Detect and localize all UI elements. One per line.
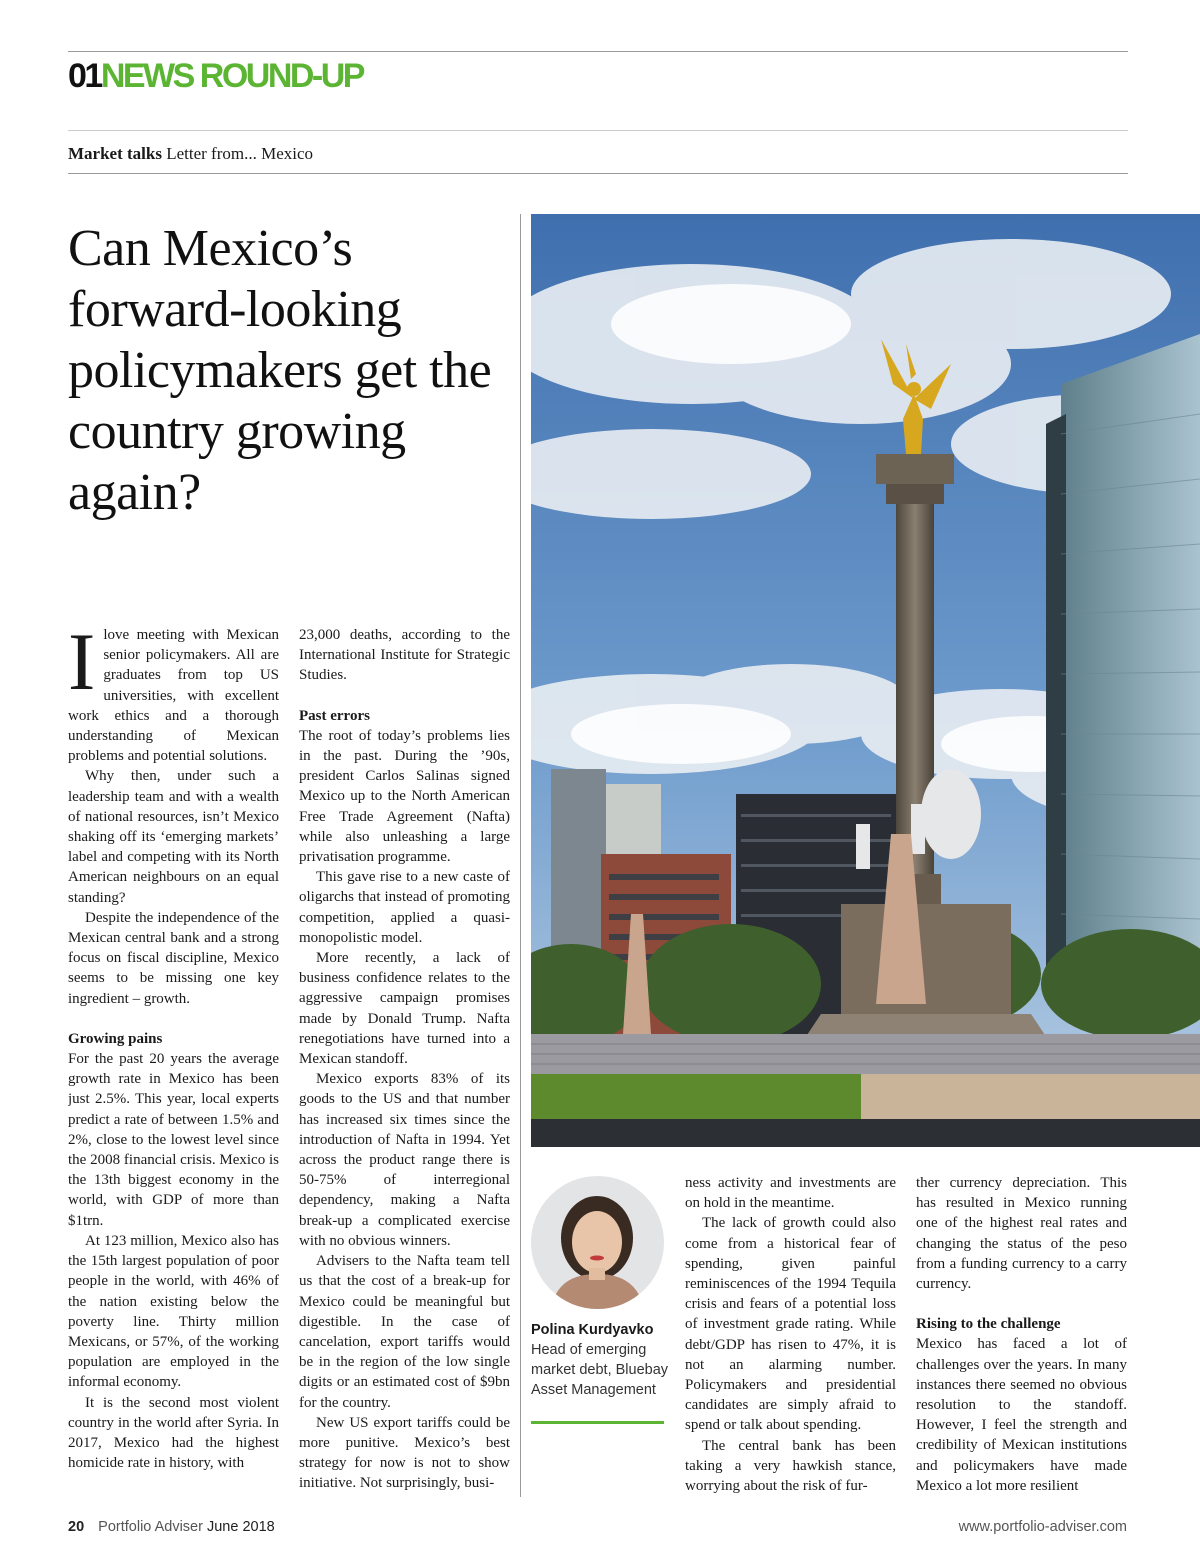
paragraph: Mexico exports 83% of its goods to the US and that number has increased six times since the introduction of Nafta in 1994. Yet across the product range there is 50-75% of interregional dependency, making a Nafta break-up a complicated exercise with no obvious winners. bbox=[299, 1071, 510, 1249]
paragraph: Why then, under such a leadership team and with a wealth of national resources, isn’t Mexico shaking off its ‘emerging markets’ label and competing with its North American neighbours on an equal standing? bbox=[68, 768, 279, 906]
paragraph: At 123 million, Mexico also has the 15th largest population of poor people in the world, with 46% of the nation existing below the poverty line. Thirty million Mexicans, or 57%, of the working population are employed in the informal economy. bbox=[68, 1232, 279, 1391]
page-number: 20 bbox=[68, 1519, 85, 1535]
kicker-label: Market talks bbox=[68, 144, 162, 163]
paragraph: Despite the independence of the Mexican central bank and a strong focus on fiscal discipline, Mexico seems to be missing one key ingredient – growth. bbox=[68, 909, 279, 1007]
top-rule bbox=[68, 51, 1128, 52]
paragraph: The lack of growth could also come from a historical fear of spending, given painful reminiscences of the 1994 Tequila crisis and fears of a potential loss of investment grade rating. While debt/GDP has risen to 47%, it is not an alarming number. Policymakers and presidential candidates are simply afraid to spend or talk about spending. bbox=[685, 1215, 896, 1434]
paragraph: 23,000 deaths, according to the International Institute for Strategic Studies. bbox=[299, 627, 510, 684]
section-number: 01 bbox=[68, 57, 101, 95]
author-portrait bbox=[531, 1176, 664, 1309]
subheading: Past errors bbox=[299, 707, 370, 724]
section-title: NEWS ROUND-UP bbox=[100, 57, 363, 95]
paragraph: Advisers to the Nafta team tell us that the cost of a break-up for Mexico could be meaningful but digestible. In the case of cancelation, export tariffs would be in the region of the low single digits or an estimated cost of $9bn for the country. bbox=[299, 1253, 510, 1411]
paragraph: This gave rise to a new caste of oligarchs that instead of promoting competition, applied a quasi-monopolistic model. bbox=[299, 869, 510, 946]
subheading: Growing pains bbox=[68, 1030, 163, 1047]
paragraph: The root of today’s problems lies in the past. During the ’90s, president Carlos Salinas signed Mexico up to the North American Free Trade Agreement (Nafta) while also unleashing a large privatisation programme. bbox=[299, 727, 510, 866]
paragraph: It is the second most violent country in the world after Syria. In 2017, Mexico had the highest homicide rate in history, with bbox=[68, 1394, 279, 1472]
section-header bbox=[68, 56, 363, 96]
paragraph: ther currency depreciation. This has resulted in Mexico running one of the highest real rates and changing the status of the peso from a funding currency to a carry currency. bbox=[916, 1175, 1127, 1293]
headline: Can Mexico’s forward-looking policymakers get the country growing again? bbox=[68, 220, 492, 521]
paragraph: The central bank has been taking a very hawkish stance, worrying about the risk of fur- bbox=[685, 1437, 896, 1495]
article-column-3 bbox=[685, 1173, 896, 1497]
author-accent-rule bbox=[531, 1421, 664, 1424]
publication-name: Portfolio Adviser bbox=[98, 1519, 203, 1535]
paragraph: New US export tariffs could be more punitive. Mexico’s best strategy for now is not to show initiative. Not surprisingly, busi- bbox=[299, 1414, 510, 1492]
author-name: Polina Kurdyavko bbox=[531, 1322, 654, 1338]
paragraph: ness activity and investments are on hold in the meantime. bbox=[685, 1175, 896, 1212]
column-divider bbox=[520, 214, 521, 1497]
article-column-2 bbox=[299, 625, 510, 1497]
paragraph: For the past 20 years the average growth rate in Mexico has been just 2.5%. This year, local experts predict a rate of between 1.5% and 2%, close to the lowest level since the 2008 financial crisis. Mexico is the 13th biggest economy in the world, with GDP of more than $1trn. bbox=[68, 1051, 279, 1229]
issue-date: June 2018 bbox=[206, 1519, 275, 1535]
footer-left bbox=[68, 1517, 275, 1537]
paragraph: More recently, a lack of business confidence relates to the aggressive campaign promises made by Donald Trump. Nafta renegotiations have turned into a Mexican standoff. bbox=[299, 950, 510, 1068]
kicker-subtitle: Letter from... Mexico bbox=[166, 144, 314, 163]
subheading: Rising to the challenge bbox=[916, 1316, 1061, 1333]
drop-cap: I bbox=[68, 625, 96, 707]
article-column-1 bbox=[68, 625, 279, 1497]
kicker-rule bbox=[68, 173, 1128, 174]
section-rule bbox=[68, 130, 1128, 131]
angel-of-independence-photo bbox=[531, 214, 1200, 1147]
article-column-4 bbox=[916, 1173, 1127, 1497]
kicker bbox=[68, 143, 313, 165]
website-link[interactable]: www.portfolio-adviser.com bbox=[958, 1519, 1127, 1535]
paragraph: love meeting with Mexican senior policymakers. All are graduates from top US universities, with excellent work ethics and a thorough understanding of Mexican problems and potential solutions. bbox=[68, 627, 279, 765]
author-title: Head of emerging market debt, Bluebay Asset Management bbox=[531, 1342, 669, 1398]
paragraph: Mexico has faced a lot of challenges over the years. In many instances there seemed no obvious resolution to the standoff. However, I feel the strength and credibility of Mexican institutions and policymakers have made Mexico a lot more resilient bbox=[916, 1336, 1127, 1494]
